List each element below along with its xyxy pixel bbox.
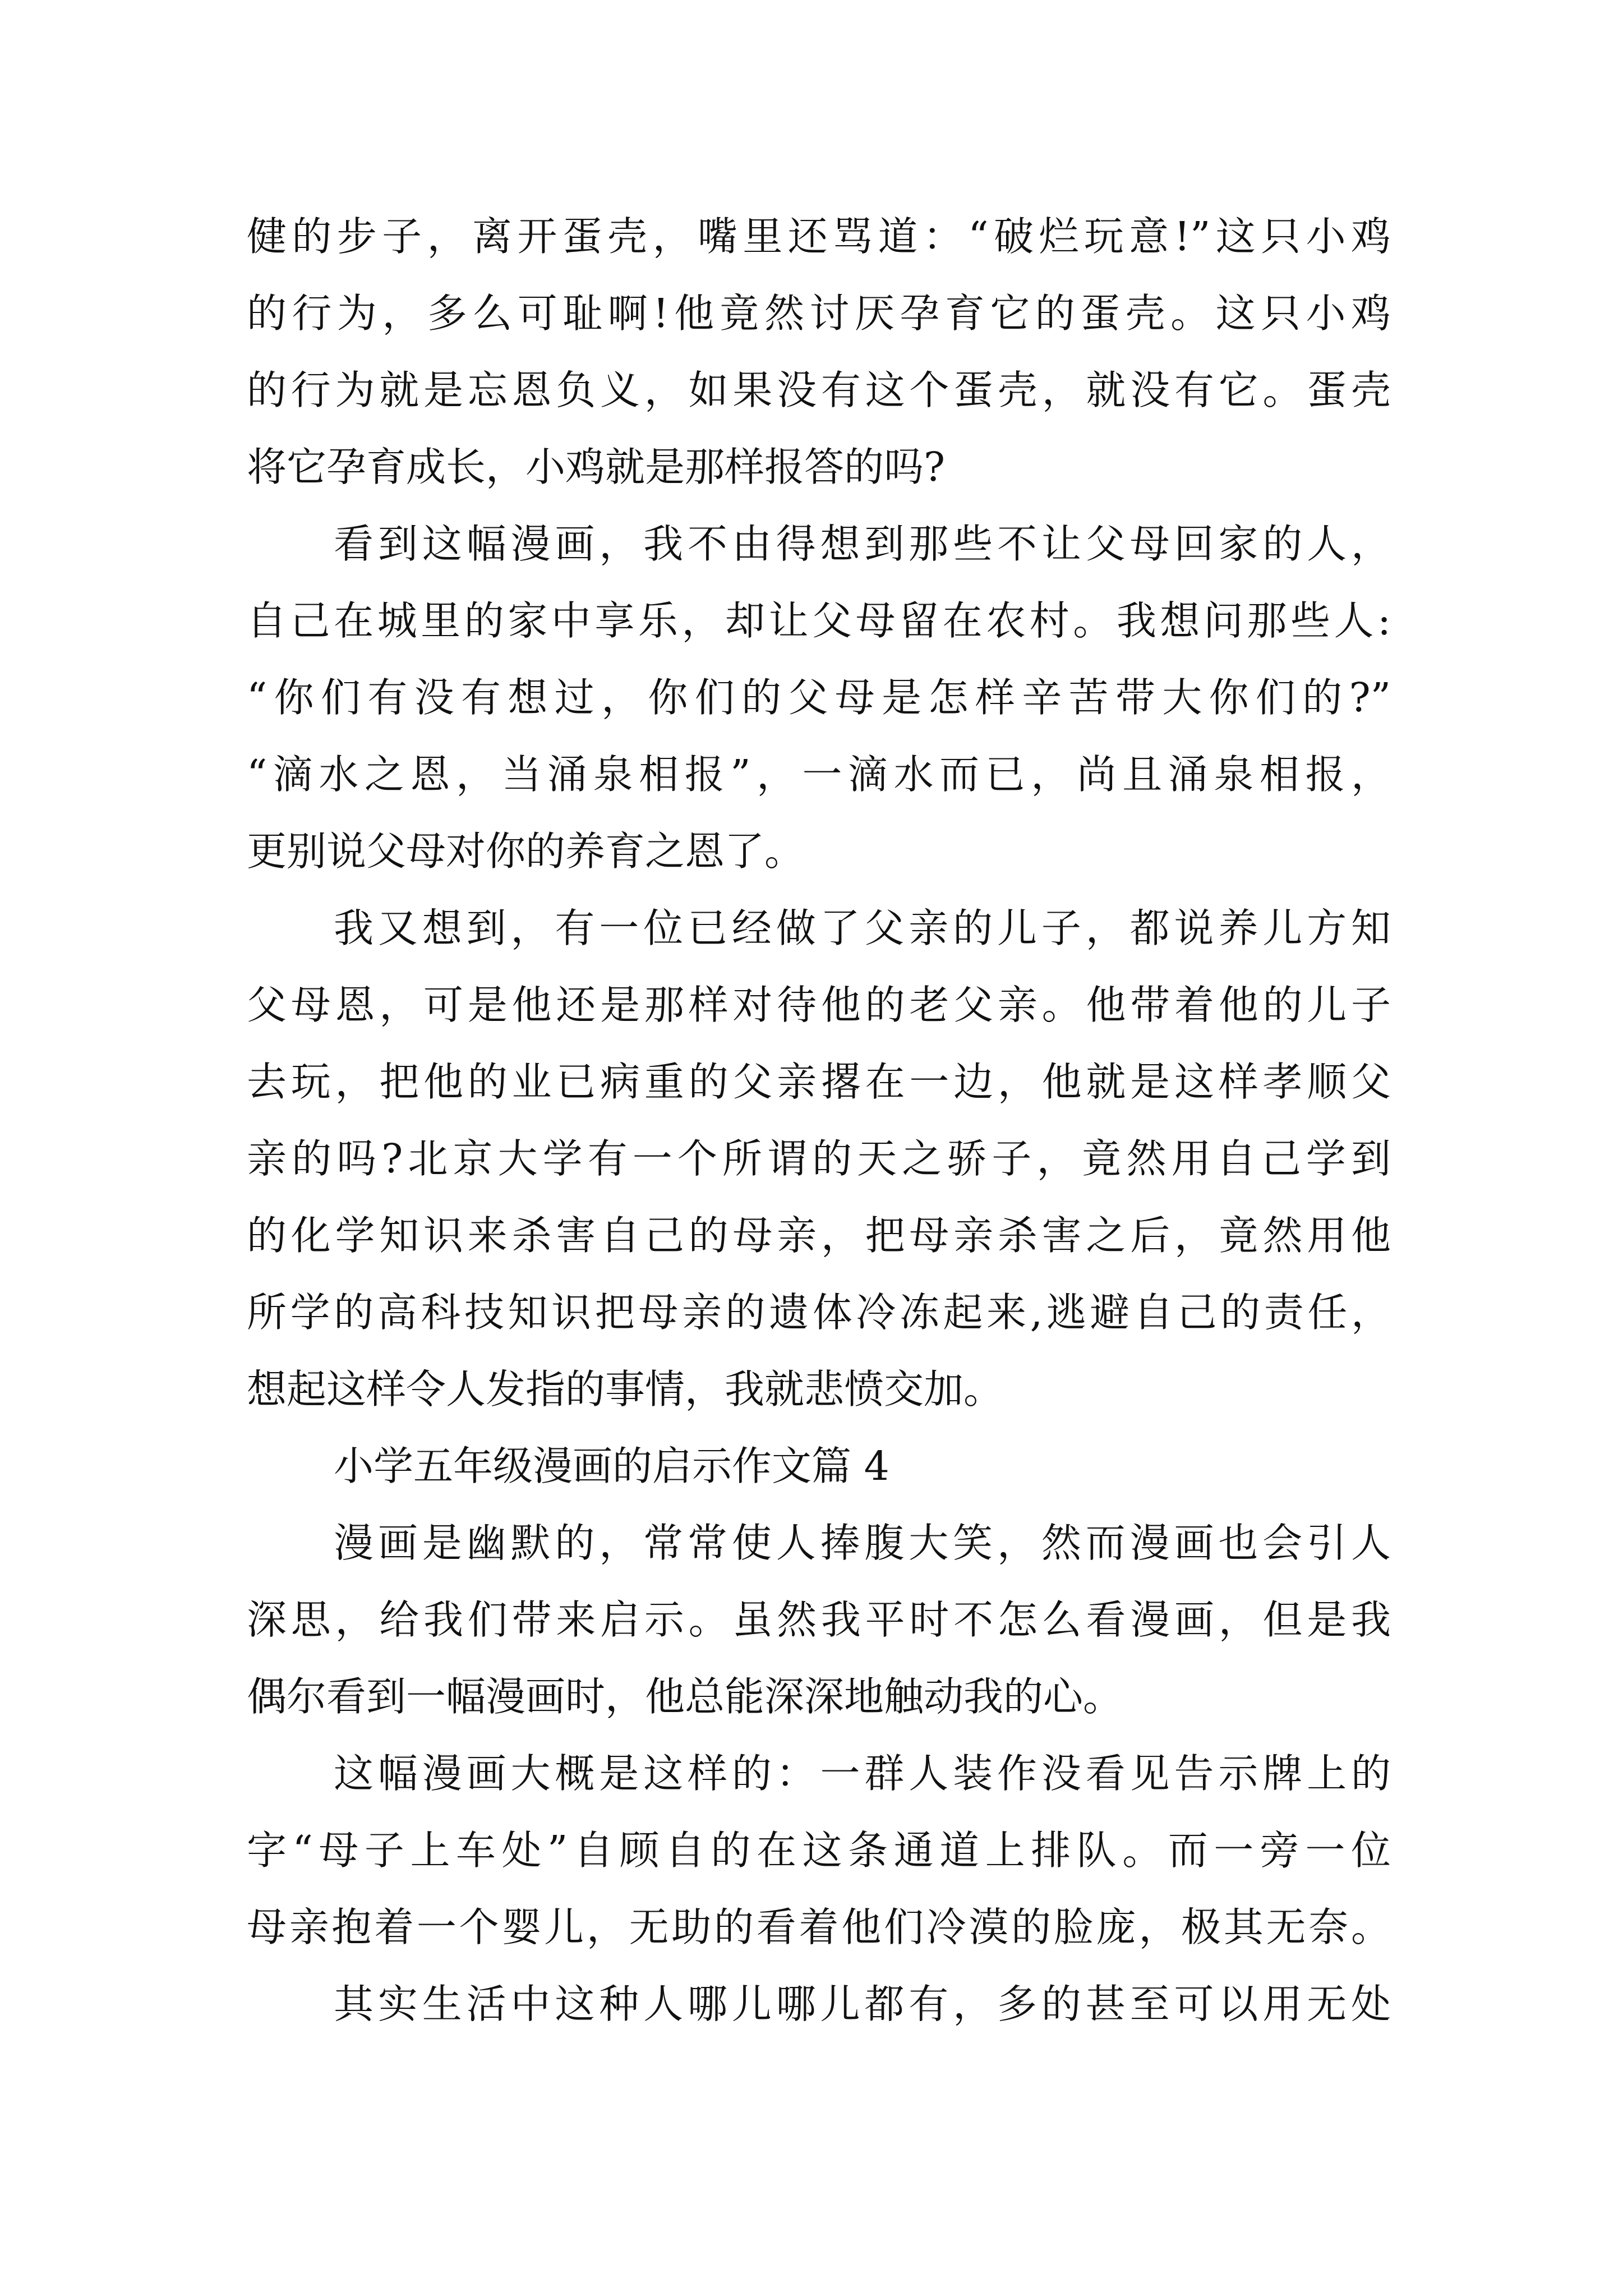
text-line: 的行为，多么可耻啊!他竟然讨厌孕育它的蛋壳。这只小鸡 [247, 290, 1391, 337]
text-line: 母亲抱着一个婴儿，无助的看着他们冷漠的脸庞，极其无奈。 [247, 1904, 1391, 1950]
text-line: 漫画是幽默的，常常使人捧腹大笑，然而漫画也会引人 [334, 1520, 1391, 1566]
text-line: 其实生活中这种人哪儿哪儿都有，多的甚至可以用无处 [334, 1981, 1391, 2027]
text-line: 这幅漫画大概是这样的：一群人装作没看见告示牌上的 [334, 1750, 1391, 1797]
text-line: 去玩，把他的业已病重的父亲撂在一边，他就是这样孝顺父 [247, 1059, 1391, 1105]
text-line: 看到这幅漫画，我不由得想到那些不让父母回家的人， [334, 521, 1391, 567]
text-line: 亲的吗?北京大学有一个所谓的天之骄子，竟然用自己学到 [247, 1135, 1391, 1182]
text-line: “滴水之恩，当涌泉相报”，一滴水而已，尚且涌泉相报， [247, 751, 1391, 798]
text-line: 健的步子，离开蛋壳，嘴里还骂道：“破烂玩意!”这只小鸡 [247, 213, 1391, 260]
text-line: 的行为就是忘恩负义，如果没有这个蛋壳，就没有它。蛋壳 [247, 367, 1391, 413]
text-line: 将它孕育成长，小鸡就是那样报答的吗? [247, 444, 946, 490]
text-line: 父母恩，可是他还是那样对待他的老父亲。他带着他的儿子 [247, 982, 1391, 1028]
text-line: 更别说父母对你的养育之恩了。 [247, 828, 805, 875]
text-line: “你们有没有想过，你们的父母是怎样辛苦带大你们的?” [247, 674, 1391, 721]
text-line: 的化学知识来杀害自己的母亲，把母亲杀害之后，竟然用他 [247, 1212, 1391, 1259]
text-line: 我又想到，有一位已经做了父亲的儿子，都说养儿方知 [334, 905, 1391, 951]
text-line: 想起这样令人发指的事情，我就悲愤交加。 [247, 1366, 1004, 1412]
text-line: 自己在城里的家中享乐，却让父母留在农村。我想问那些人: [247, 597, 1391, 644]
section-heading: 小学五年级漫画的启示作文篇 4 [334, 1443, 889, 1489]
text-line: 所学的高科技知识把母亲的遗体冷冻起来,逃避自己的责任， [247, 1289, 1391, 1336]
text-line: 深思，给我们带来启示。虽然我平时不怎么看漫画，但是我 [247, 1596, 1391, 1643]
text-line: 偶尔看到一幅漫画时，他总能深深地触动我的心。 [247, 1673, 1123, 1720]
text-line: 字“母子上车处”自顾自的在这条通道上排队。而一旁一位 [247, 1827, 1391, 1874]
